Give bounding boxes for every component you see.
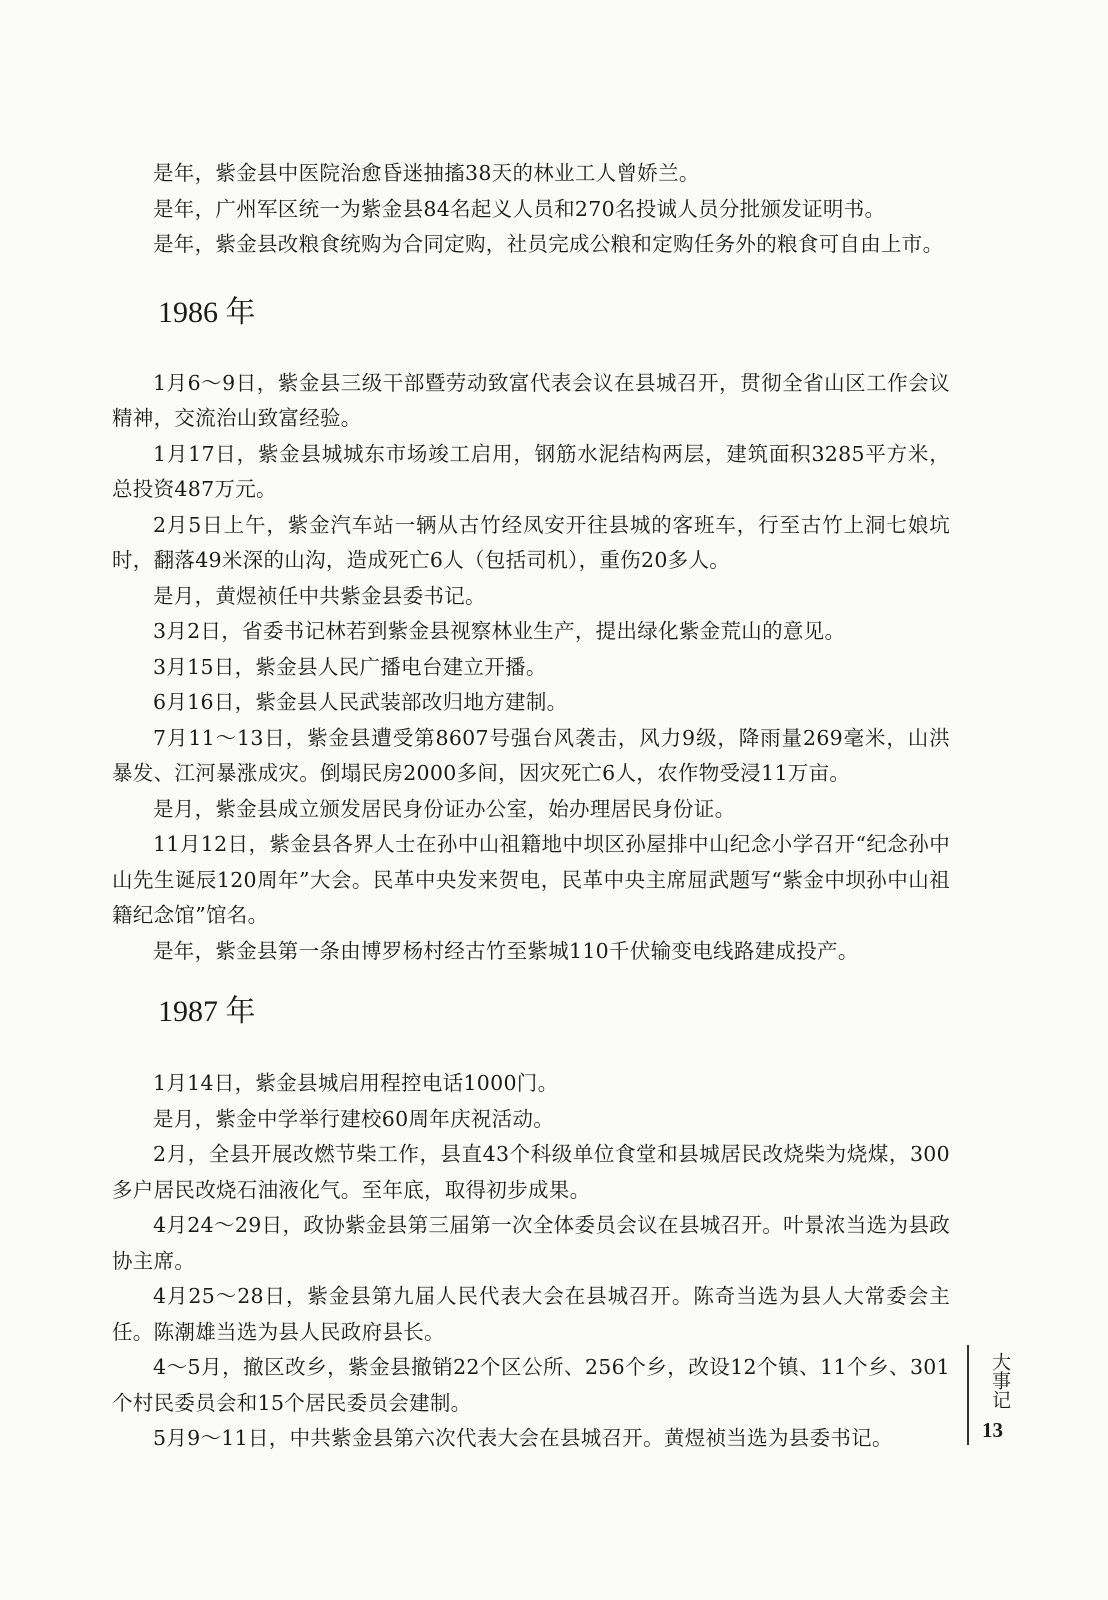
year-heading-1986: 1986 年 (158, 295, 256, 329)
paragraph: 1月14日，紫金县城启用程控电话1000门。 (153, 1071, 559, 1095)
paragraph: 6月16日，紫金县人民武装部改归地方建制。 (153, 690, 568, 714)
paragraph: 1月6～9日，紫金县三级干部暨劳动致富代表会议在县城召开，贯彻全省山区工作会议精神，交流治山致富经验。 (112, 370, 950, 430)
paragraph: 1月17日，紫金县城城东市场竣工启用，钢筋水泥结构两层，建筑面积3285平方米，总投资487万元。 (112, 441, 950, 501)
paragraph: 2月5日上午，紫金汽车站一辆从古竹经凤安开往县城的客班车，行至古竹上洞七娘坑时，翻落49米深的山沟，造成死亡6人（包括司机），重伤20多人。 (112, 512, 950, 572)
paragraph: 2月，全县开展改燃节柴工作，县直43个科级单位食堂和县城居民改烧柴为烧煤，300多户居民改烧石油液化气。至年底，取得初步成果。 (112, 1142, 950, 1202)
paragraph: 4月25～28日，紫金县第九届人民代表大会在县城召开。陈奇当选为县人大常委会主任。陈潮雄当选为县人民政府县长。 (112, 1284, 950, 1344)
paragraph: 是月，紫金县成立颁发居民身份证办公室，始办理居民身份证。 (153, 796, 736, 821)
paragraph: 3月15日，紫金县人民广播电台建立开播。 (153, 654, 547, 679)
paragraph: 7月11～13日，紫金县遭受第8607号强台风袭击，风力9级，降雨量269毫米，山洪暴发、江河暴涨成灾。倒塌民房2000多间，因灾死亡6人，农作物受浸11万亩。 (112, 725, 950, 785)
paragraph: 3月2日，省委书记林若到紫金县视察林业生产，提出绿化紫金荒山的意见。 (153, 619, 846, 643)
page-content (112, 156, 950, 1457)
paragraph: 是年，紫金县中医院治愈昏迷抽搐38天的林业工人曾娇兰。 (153, 161, 700, 185)
paragraph: 是年，紫金县改粮食统购为合同定购，社员完成公粮和定购任务外的粮食可自由上市。 (153, 232, 944, 256)
side-rule (967, 1345, 969, 1445)
paragraph: 5月9～11日，中共紫金县第六次代表大会在县城召开。黄煜祯当选为县委书记。 (153, 1426, 893, 1450)
paragraph: 4～5月，撤区改乡，紫金县撤销22个区公所、256个乡，改设12个镇、11个乡、301个村民委员会和15个居民委员会建制。 (112, 1355, 950, 1415)
paragraph: 是月，黄煜祯任中共紫金县委书记。 (153, 583, 486, 608)
year-heading-1987: 1987 年 (158, 995, 256, 1028)
paragraph: 是月，紫金中学举行建校60周年庆祝活动。 (153, 1106, 555, 1131)
paragraph: 11月12日，紫金县各界人士在孙中山祖籍地中坝区孙屋排中山纪念小学召开“纪念孙中山先生诞辰120周年”大会。民革中央发来贺电，民革中央主席屈武题写“紫金中坝孙中山祖籍纪念馆”馆名。 (112, 832, 950, 927)
paragraph: 是年，紫金县第一条由博罗杨村经古竹至紫城110千伏输变电线路建成投产。 (153, 938, 859, 963)
paragraph: 4月24～29日，政协紫金县第三届第一次全体委员会议在县城召开。叶景浓当选为县政协主席。 (112, 1213, 950, 1273)
paragraph: 是年，广州军区统一为紫金县84名起义人员和270名投诚人员分批颁发证明书。 (153, 196, 886, 221)
page-number: 13 (982, 1418, 1003, 1442)
section-side-title: 大事记 (989, 1352, 1011, 1409)
